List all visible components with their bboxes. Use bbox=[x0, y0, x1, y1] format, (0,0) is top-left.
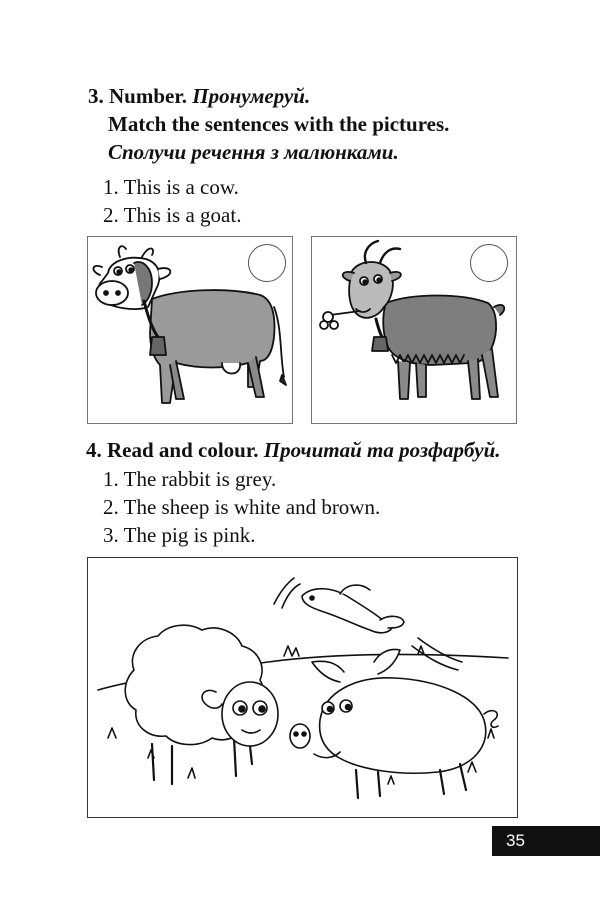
exercise-3-instruction-en: Match the sentences with the pictures. bbox=[108, 112, 450, 136]
exercise-4-title: 4. Read and colour. bbox=[86, 438, 259, 462]
exercise-3-sentence-1: 1. This is a cow. bbox=[103, 175, 239, 199]
goat-answer-circle[interactable] bbox=[470, 244, 508, 282]
exercise-4-sentence-3: 3. The pig is pink. bbox=[103, 523, 256, 547]
exercise-4-sentence-2: 2. The sheep is white and brown. bbox=[103, 495, 381, 519]
colouring-picture bbox=[87, 557, 518, 818]
farm-animals-illustration bbox=[88, 558, 517, 817]
exercise-4-title-ua: Прочитай та розфарбуй. bbox=[263, 438, 501, 462]
cow-answer-circle[interactable] bbox=[248, 244, 286, 282]
exercise-3-heading bbox=[88, 82, 310, 110]
exercise-4-sentence-1: 1. The rabbit is grey. bbox=[103, 467, 277, 491]
exercise-3-sentence-2: 2. This is a goat. bbox=[103, 203, 242, 227]
exercise-3-title-ua: Пронумеруй. bbox=[192, 84, 311, 108]
exercise-3-instruction-ua: Сполучи речення з малюнками. bbox=[108, 140, 399, 164]
page-number: 35 bbox=[492, 826, 600, 856]
goat-picture bbox=[311, 236, 517, 424]
cow-picture bbox=[87, 236, 293, 424]
exercise-3-title: 3. Number. bbox=[88, 84, 187, 108]
exercise-4-heading bbox=[86, 436, 501, 464]
